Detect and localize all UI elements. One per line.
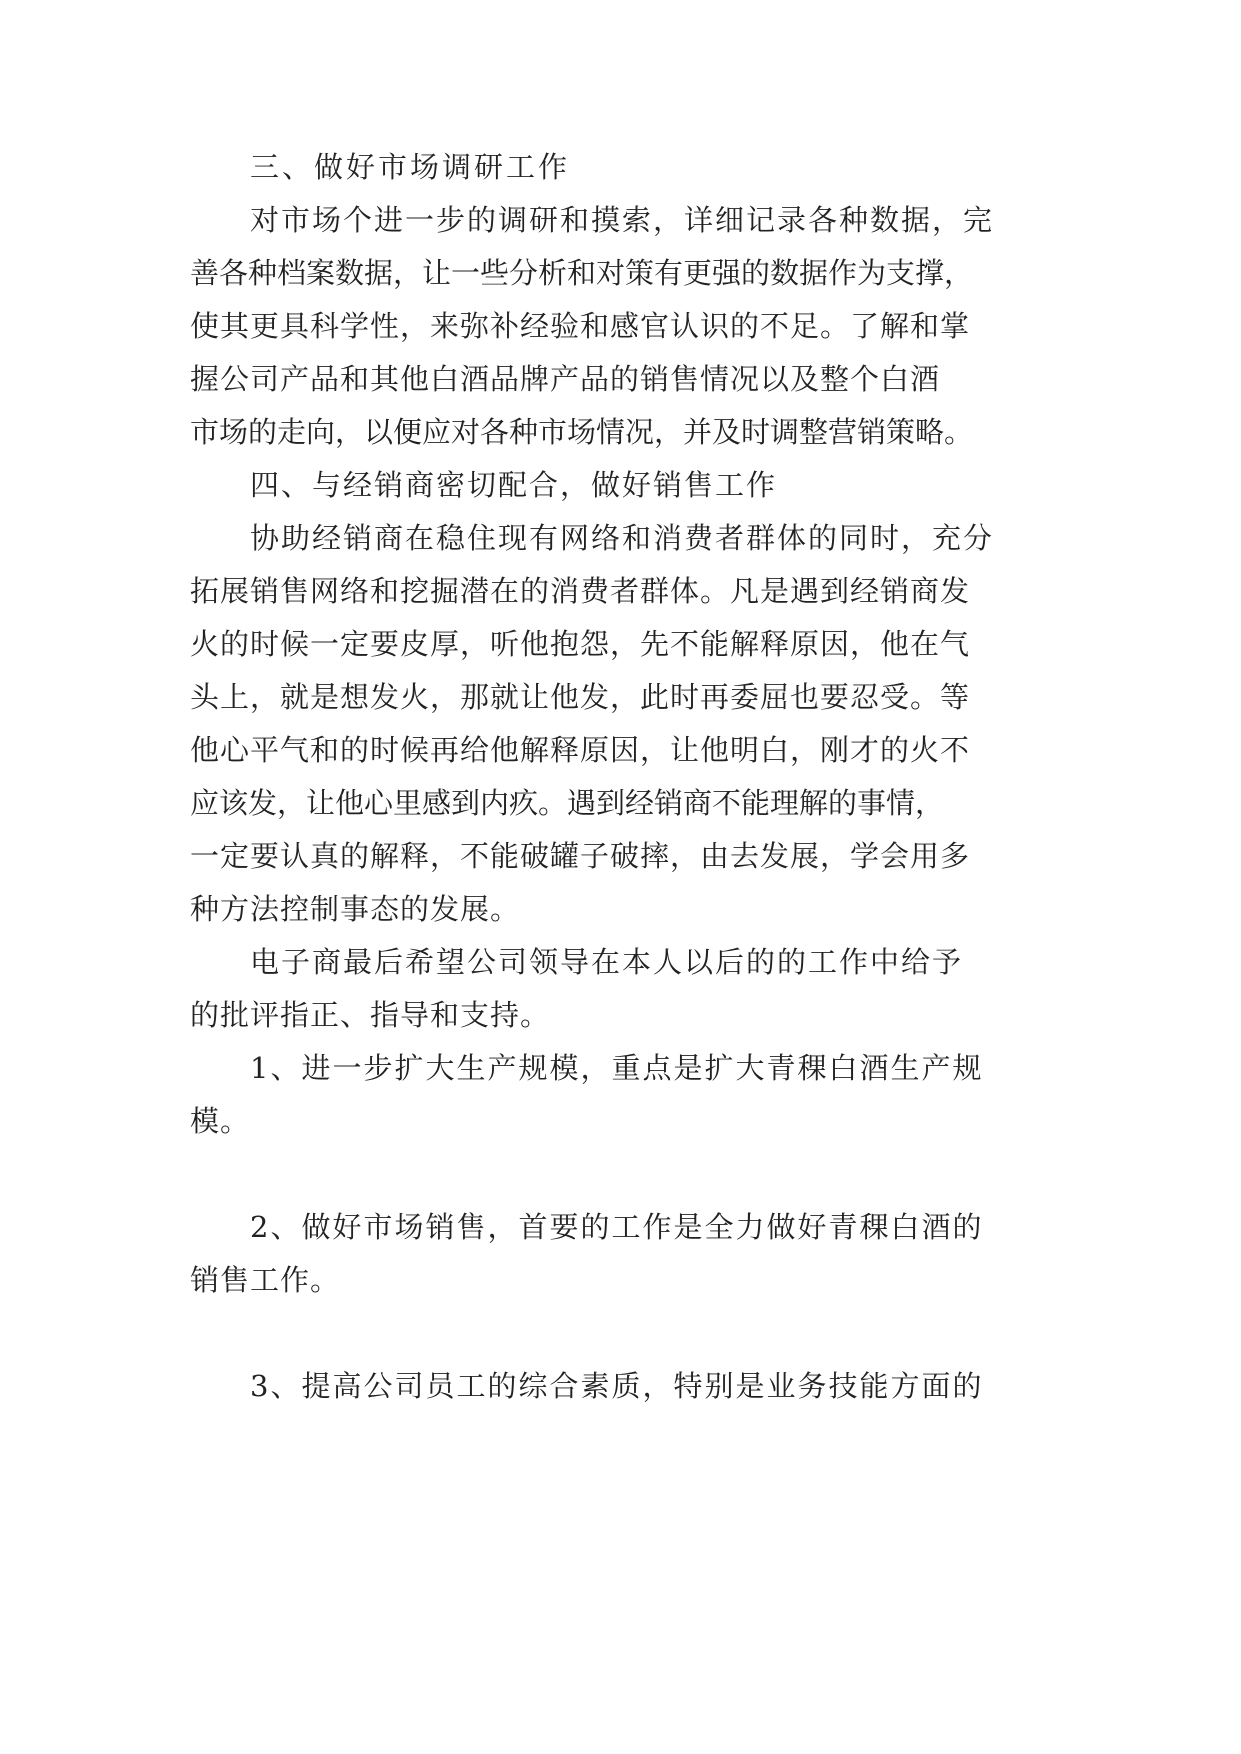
list-item-1-continued: 模。 [190,1104,251,1138]
paragraph-line: 使其更具科学性，来弥补经验和感官认识的不足。了解和掌 [190,309,971,343]
list-item-3: 3、提高公司员工的综合素质，特别是业务技能方面的 [250,1369,984,1403]
paragraph-line: 协助经销商在稳住现有网络和消费者群体的同时，充分 [250,521,995,555]
paragraph-line: 拓展销售网络和挖掘潜在的消费者群体。凡是遇到经销商发 [190,574,971,608]
paragraph-line: 握公司产品和其他白酒品牌产品的销售情况以及整个白酒 [190,362,941,396]
paragraph-line: 一定要认真的解释，不能破罐子破摔，由去发展，学会用多 [190,839,971,873]
paragraph-line: 他心平气和的时候再给他解释原因，让他明白，刚才的火不 [190,733,971,767]
paragraph-line: 善各种档案数据，让一些分析和对策有更强的数据作为支撑， [190,256,974,290]
paragraph-line: 火的时候一定要皮厚，听他抱怨，先不能解释原因，他在气 [190,627,971,661]
heading-cooperate-with-dealers: 四、与经销商密切配合，做好销售工作 [250,468,778,502]
paragraph-line: 电子商最后希望公司领导在本人以后的的工作中给予 [250,945,964,979]
paragraph-line: 头上，就是想发火，那就让他发，此时再委屈也要忍受。等 [190,680,971,714]
list-item-2-continued: 销售工作。 [190,1263,341,1297]
heading-market-research: 三、做好市场调研工作 [250,150,571,184]
list-item-1: 1、进一步扩大生产规模，重点是扩大青稞白酒生产规 [250,1051,984,1085]
list-item-2: 2、做好市场销售，首要的工作是全力做好青稞白酒的 [250,1210,984,1244]
paragraph-line: 应该发，让他心里感到内疚。遇到经销商不能理解的事情， [190,786,945,820]
paragraph-line: 市场的走向，以便应对各种市场情况，并及时调整营销策略。 [190,415,974,449]
paragraph-line: 种方法控制事态的发展。 [190,892,521,926]
paragraph-line: 的批评指正、指导和支持。 [190,998,551,1032]
paragraph-line: 对市场个进一步的调研和摸索，详细记录各种数据，完 [250,203,995,237]
